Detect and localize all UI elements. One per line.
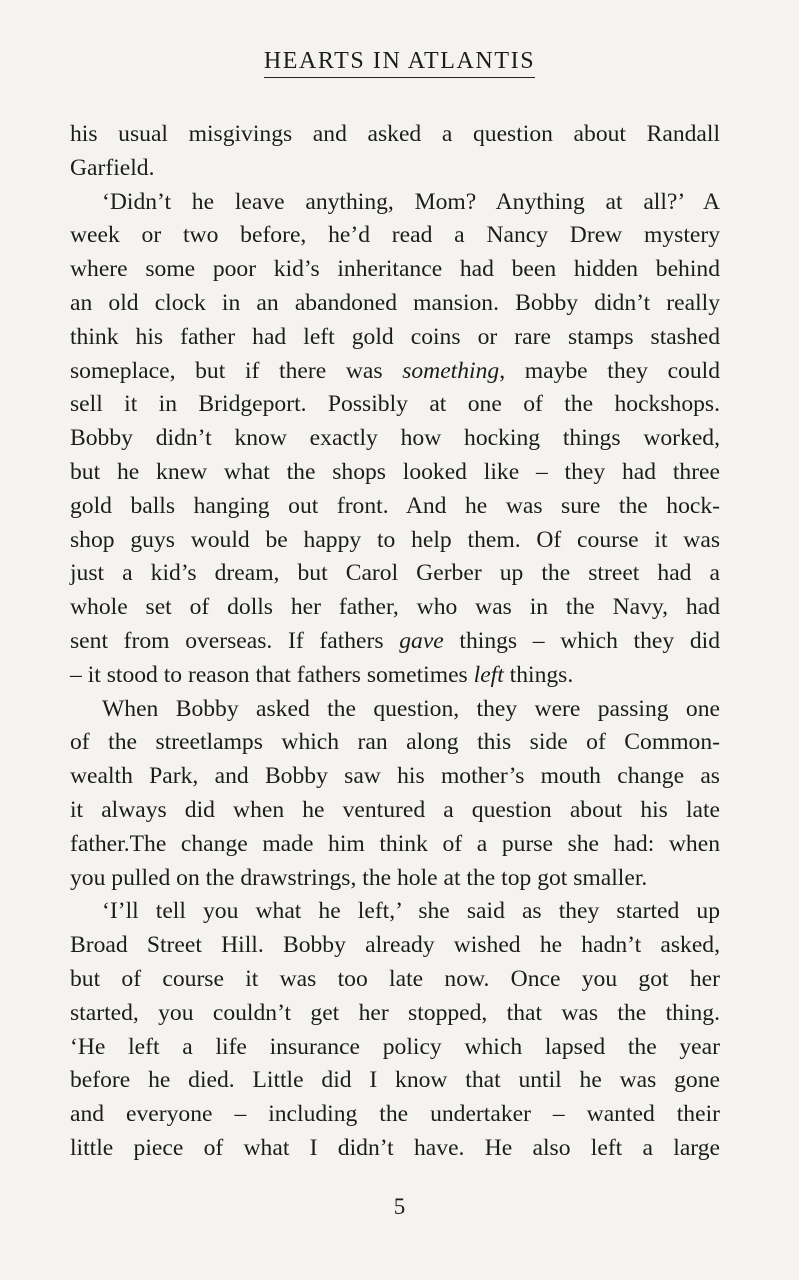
text-line: an old clock in an abandoned mansion. Bobby didn’t really (70, 289, 720, 316)
text-line (70, 355, 720, 389)
text-line: gold balls hanging out front. And he was sure the hock- (70, 492, 720, 519)
text-line (70, 659, 720, 693)
text-line: whole set of dolls her father, who was in the Navy, had (70, 594, 720, 621)
text-line: just a kid’s dream, but Carol Gerber up the street had a (70, 560, 720, 587)
text-line: you pulled on the drawstrings, the hole at the top got smaller. (70, 864, 648, 891)
text-fragment: – it stood to reason that fathers sometimes (70, 661, 474, 688)
text-line: his usual misgivings and asked a question about Randall (70, 121, 720, 147)
text-line: Broad Street Hill. Bobby already wished he hadn’t asked, (70, 932, 720, 959)
text-line: ‘I’ll tell you what he left,’ she said as they started up (102, 898, 720, 925)
text-line: ‘Didn’t he leave anything, Mom? Anything at all?’ A (102, 188, 720, 215)
text-line: wealth Park, and Bobby saw his mother’s mouth change as (70, 763, 720, 790)
text-line: of the streetlamps which ran along this side of Common- (70, 729, 720, 756)
text-line: before he died. Little did I know that until he was gone (70, 1067, 720, 1094)
running-head-title: HEARTS IN ATLANTIS (264, 46, 535, 78)
text-line: and everyone – including the undertaker – wanted their (70, 1101, 720, 1128)
text-line: think his father had left gold coins or rare stamps stashed (70, 323, 720, 350)
text-fragment: someplace, but if there was (70, 357, 403, 384)
text-line: but he knew what the shops looked like – they had three (70, 458, 720, 485)
text-line: week or two before, he’d read a Nancy Drew mystery (70, 222, 720, 249)
text-line: Garfield. (70, 154, 155, 181)
italic-word: gave (399, 627, 444, 654)
text-line: but of course it was too late now. Once you got her (70, 965, 720, 992)
text-line: Bobby didn’t know exactly how hocking things worked, (70, 425, 720, 452)
text-line: ‘He left a life insurance policy which lapsed the year (70, 1033, 720, 1060)
page-number: 5 (393, 1194, 406, 1219)
text-line: little piece of what I didn’t have. He also left a large (70, 1134, 720, 1161)
text-line (70, 625, 720, 659)
text-line: father.The change made him think of a purse she had: when (70, 830, 720, 857)
text-fragment: sent from overseas. If fathers (70, 627, 400, 654)
text-line: it always did when he ventured a question about his late (70, 796, 720, 823)
text-fragment: things – which they did (443, 627, 720, 654)
text-line: where some poor kid’s inheritance had been hidden behind (70, 256, 720, 283)
running-head (0, 46, 799, 78)
text-fragment: things. (503, 661, 574, 688)
text-fragment: , maybe they could (499, 357, 720, 384)
italic-word: left (473, 661, 504, 688)
body-text (70, 118, 720, 1166)
text-line: When Bobby asked the question, they were passing one (102, 695, 720, 722)
text-line: sell it in Bridgeport. Possibly at one of the hockshops. (70, 391, 720, 418)
italic-word: something (402, 357, 500, 384)
text-line: shop guys would be happy to help them. Of course it was (70, 526, 720, 553)
text-line: started, you couldn’t get her stopped, that was the thing. (70, 999, 720, 1026)
